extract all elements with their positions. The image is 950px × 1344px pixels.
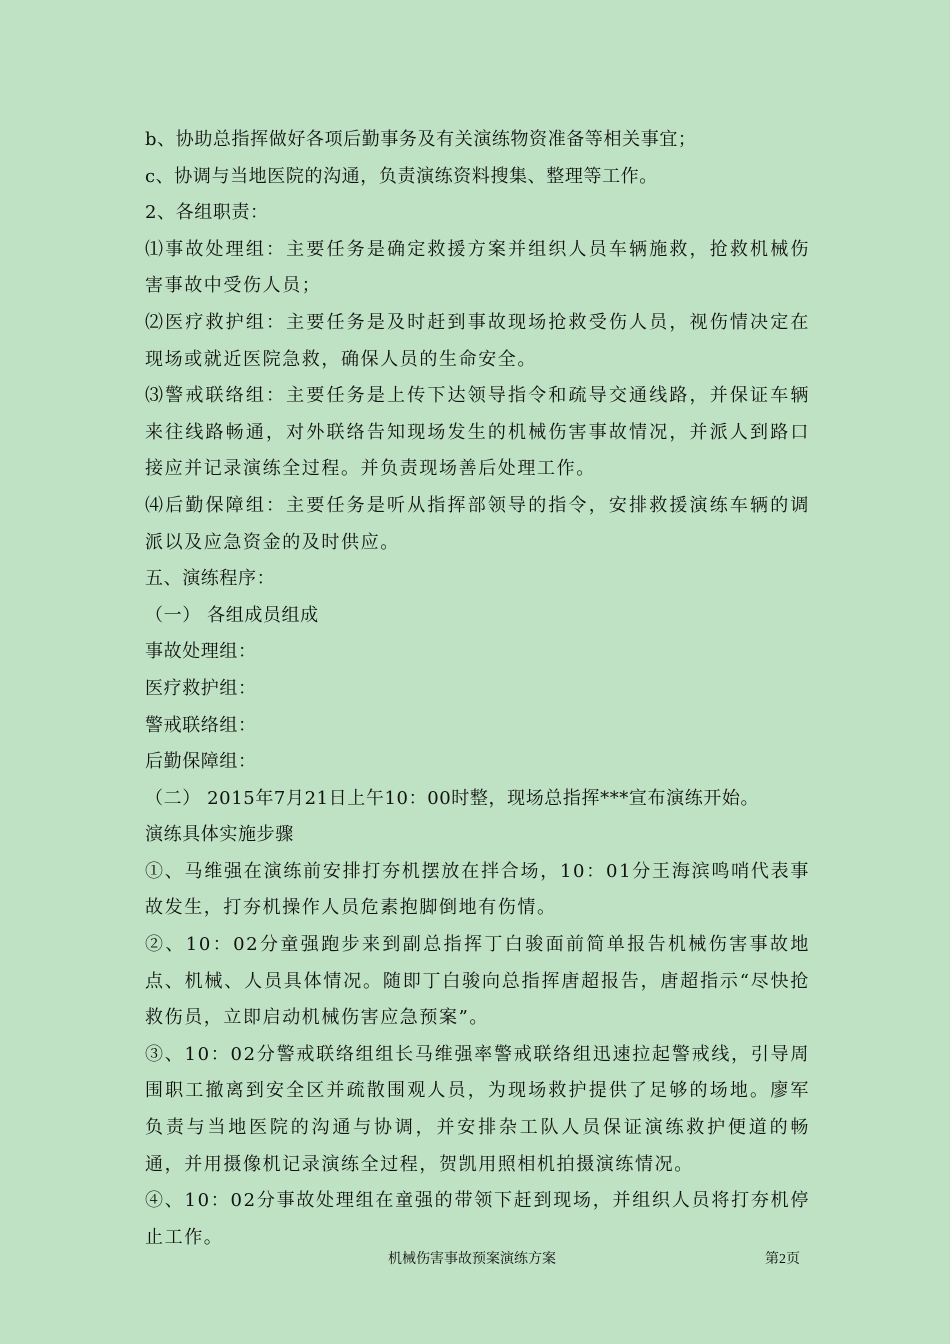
paragraph-step-1: ①、马维强在演练前安排打夯机摆放在拌合场，10：01分王海滨鸣哨代表事故发生，打夯机操作人员危素抱脚倒地有伤情。 bbox=[145, 860, 810, 919]
label-medical-group: 医疗救护组： bbox=[145, 677, 257, 699]
paragraph-accident-handling: ⑴事故处理组：主要任务是确定救援方案并组织人员车辆施救，抢救机械伤害事故中受伤人员； bbox=[145, 238, 810, 297]
paragraph-medical-rescue: ⑵医疗救护组：主要任务是及时赶到事故现场抢救受伤人员，视伤情决定在现场或就近医院急救，确保人员的生命安全。 bbox=[145, 311, 810, 370]
paragraph-drill-start: （二） 2015年7月21日上午10：00时整，现场总指挥***宣布演练开始。 bbox=[145, 787, 760, 809]
paragraph-step-3: ③、10：02分警戒联络组组长马维强率警戒联络组迅速拉起警戒线，引导周围职工撤离到安全区并疏散围观人员，为现场救护提供了足够的场地。廖军负责与当地医院的沟通与协调，并安排杂工队人员保证演练救护便道的畅通，并用摄像机记录演练全过程，贺凯用照相机拍摄演练情况。 bbox=[145, 1043, 810, 1175]
paragraph-step-2: ②、10：02分童强跑步来到副总指挥丁白骏面前简单报告机械伤害事故地点、机械、人员具体情况。随即丁白骏向总指挥唐超报告，唐超指示“尽快抢救伤员，立即启动机械伤害应急预案”。 bbox=[145, 934, 810, 1029]
document-body bbox=[145, 122, 810, 1256]
footer-page-number: 第2页 bbox=[765, 1252, 800, 1267]
heading-drill-procedure: 五、演练程序： bbox=[145, 568, 276, 590]
heading-group-duties: 2、各组职责： bbox=[145, 202, 269, 224]
paragraph-logistics: ⑷后勤保障组：主要任务是听从指挥部领导的指令，安排救援演练车辆的调派以及应急资金的及时供应。 bbox=[145, 494, 810, 553]
footer-document-title: 机械伤害事故预案演练方案 bbox=[388, 1252, 556, 1267]
paragraph-security-liaison: ⑶警戒联络组：主要任务是上传下达领导指令和疏导交通线路，并保证车辆来往线路畅通，对外联络告知现场发生的机械伤害事故情况，并派人到路口接应并记录演练全过程。并负责现场善后处理工作。 bbox=[145, 385, 810, 480]
label-logistics-group: 后勤保障组： bbox=[145, 751, 257, 773]
label-security-group: 警戒联络组： bbox=[145, 714, 257, 736]
paragraph-step-4: ④、10：02分事故处理组在童强的带领下赶到现场，并组织人员将打夯机停止工作。 bbox=[145, 1190, 810, 1248]
paragraph-b: b、协助总指挥做好各项后勤事务及有关演练物资准备等相关事宜； bbox=[145, 129, 697, 150]
heading-group-members: （一） 各组成员组成 bbox=[145, 604, 319, 626]
paragraph-c: c、协调与当地医院的沟通，负责演练资料搜集、整理等工作。 bbox=[145, 165, 658, 187]
label-accident-group: 事故处理组： bbox=[145, 641, 257, 663]
heading-implementation-steps: 演练具体实施步骤 bbox=[145, 824, 294, 846]
